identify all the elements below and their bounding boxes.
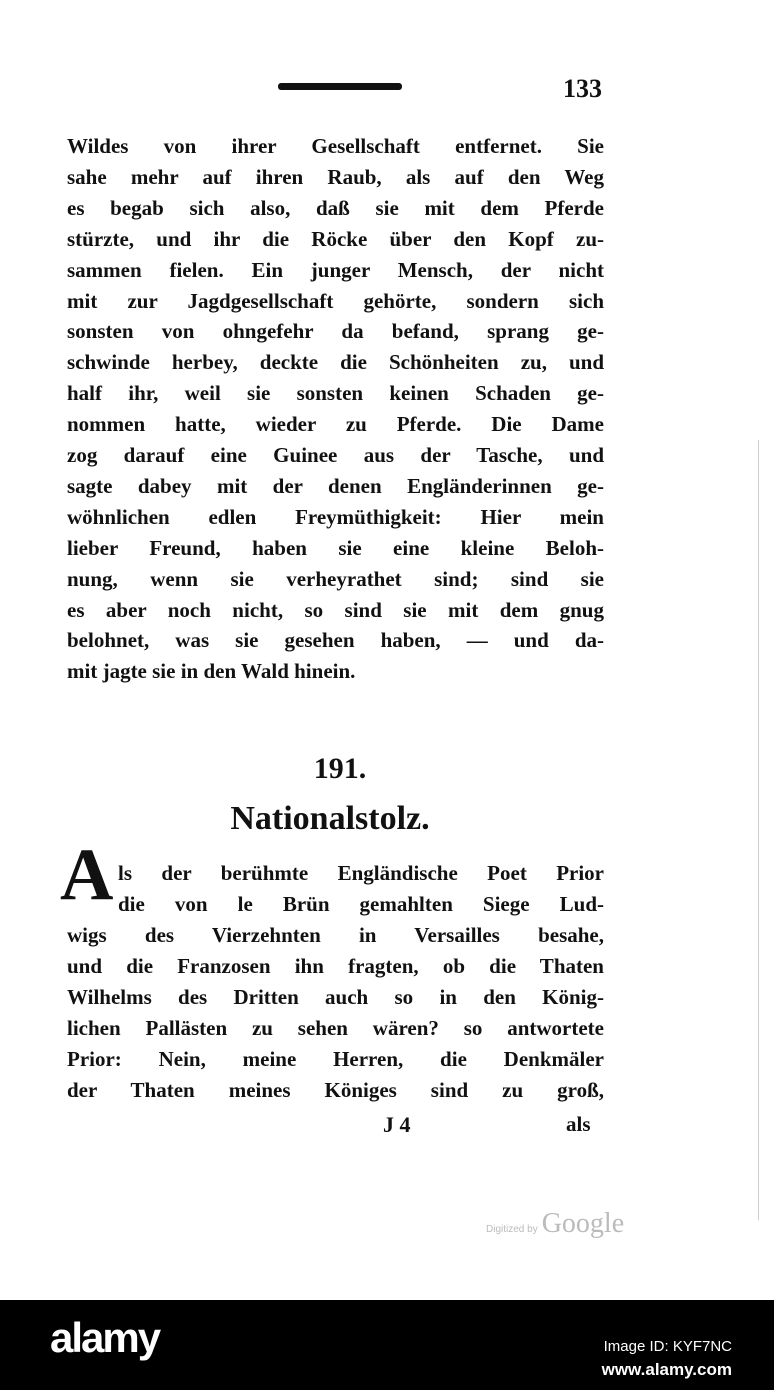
text-line: mit zur Jagdgesellschaft gehörte, sondern sich: [67, 288, 604, 313]
site-url[interactable]: www.alamy.com: [601, 1360, 732, 1379]
text-line: lieber Freund, haben sie eine kleine Beloh-: [67, 535, 604, 560]
text-line: nung, wenn sie verheyrathet sind; sind sie: [67, 566, 604, 591]
text-line: half ihr, weil sie sonsten keinen Schaden ge-: [67, 381, 604, 406]
section-title: Nationalstolz.: [230, 800, 430, 837]
text-line: lichen Pallästen zu sehen wären? so antwortete: [67, 1016, 604, 1040]
header-rule: [278, 83, 402, 90]
text-line: der Thaten meines Königes sind zu groß,: [67, 1078, 604, 1102]
text-line: Wilhelms des Dritten auch so in den König-: [67, 985, 604, 1009]
page-number: 133: [563, 74, 602, 103]
stock-bar: [0, 1300, 774, 1390]
text-line: sagte dabey mit der denen Engländerinnen ge-: [67, 473, 604, 498]
text-line: mit jagte sie in den Wald hinein.: [67, 659, 356, 684]
drop-cap: A: [60, 834, 114, 916]
text-line: wigs des Vierzehnten in Versailles besahe,: [67, 923, 604, 947]
text-line: und die Franzosen ihn fragten, ob die Thaten: [67, 954, 604, 978]
catchword: als: [566, 1112, 591, 1136]
text-line: es begab sich also, daß sie mit dem Pferde: [67, 195, 604, 220]
text-line: es aber noch nicht, so sind sie mit dem gnug: [67, 597, 604, 622]
text-line: nommen hatte, wieder zu Pferde. Die Dame: [67, 412, 604, 437]
alamy-logo: alamy: [50, 1314, 160, 1361]
text-line: Wildes von ihrer Gesellschaft entfernet. Sie: [67, 134, 604, 158]
text-line: sammen fielen. Ein junger Mensch, der nicht: [67, 257, 604, 282]
watermark-brand: Google: [541, 1208, 625, 1239]
section-number: 191.: [313, 752, 367, 785]
watermark-prefix: Digitized by: [486, 1224, 538, 1235]
text-line: sahe mehr auf ihren Raub, als auf den Weg: [67, 164, 604, 189]
text-line: zog darauf eine Guinee aus der Tasche, und: [67, 443, 604, 467]
text-line: wöhnlichen edlen Freymüthigkeit: Hier mein: [67, 504, 604, 529]
text-line: Prior: Nein, meine Herren, die Denkmäler: [67, 1047, 604, 1071]
text-line: sonsten von ohngefehr da befand, sprang ge-: [67, 319, 604, 344]
google-watermark: [486, 1208, 624, 1240]
text-line: die von le Brün gemahlten Siege Lud-: [118, 892, 604, 916]
text-line: stürzte, und ihr die Röcke über den Kopf zu-: [67, 226, 604, 251]
signature-mark: J 4: [383, 1112, 411, 1137]
text-line: belohnet, was sie gesehen haben, — und da-: [67, 628, 604, 653]
image-id: Image ID: KYF7NC: [603, 1338, 732, 1355]
text-line: ls der berühmte Engländische Poet Prior: [118, 861, 604, 885]
page-edge: [758, 440, 759, 1220]
text-line: schwinde herbey, deckte die Schönheiten zu, und: [67, 350, 604, 375]
